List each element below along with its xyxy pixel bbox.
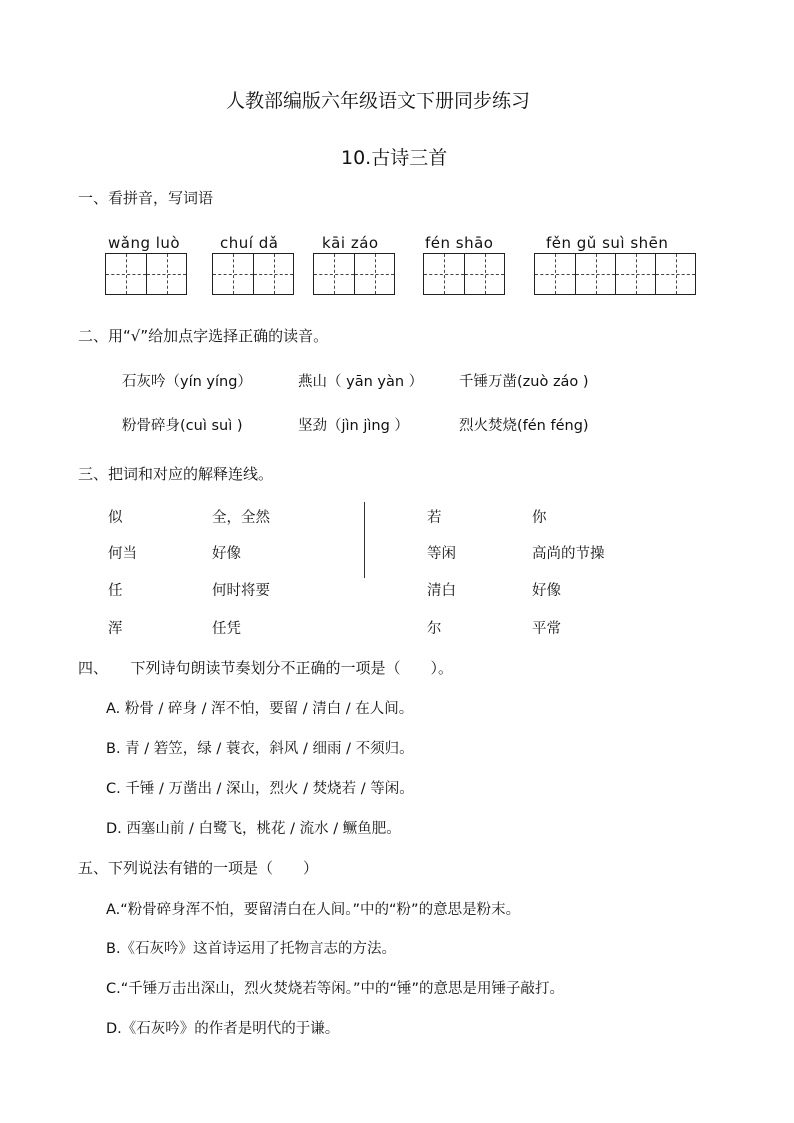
match-meaning[interactable]: 平常 [532, 621, 561, 637]
column-divider [364, 502, 365, 578]
pronunciation-item[interactable]: 燕山（ yān yàn ） [298, 374, 424, 390]
writing-cell[interactable] [354, 254, 394, 294]
pronunciation-item[interactable]: 坚劲（jìn jìng ） [298, 418, 409, 434]
writing-grid-3[interactable] [313, 253, 395, 295]
match-meaning[interactable]: 任凭 [212, 621, 241, 637]
writing-cell[interactable] [146, 254, 186, 294]
match-meaning[interactable]: 何时将要 [212, 583, 270, 599]
match-word[interactable]: 浑 [108, 621, 123, 637]
writing-cell[interactable] [314, 254, 354, 294]
writing-grid-4[interactable] [423, 253, 505, 295]
match-meaning[interactable]: 好像 [212, 546, 241, 562]
match-word[interactable]: 任 [108, 583, 123, 599]
option-d[interactable]: D.《石灰吟》的作者是明代的于谦。 [106, 1021, 340, 1037]
option-a[interactable]: A. 粉骨 / 碎身 / 浑不怕，要留 / 清白 / 在人间。 [106, 701, 414, 717]
pinyin-3: kāi záo [322, 234, 379, 252]
writing-cell[interactable] [655, 254, 695, 294]
option-b[interactable]: B.《石灰吟》这首诗运用了托物言志的方法。 [106, 941, 397, 957]
section-2-heading: 二、用“√”给加点字选择正确的读音。 [78, 327, 329, 345]
match-meaning[interactable]: 全，全然 [212, 510, 270, 526]
option-b[interactable]: B. 青 / 箬笠，绿 / 蓑衣，斜风 / 细雨 / 不须归。 [106, 741, 414, 757]
writing-cell[interactable] [615, 254, 655, 294]
writing-cell[interactable] [213, 254, 253, 294]
match-word[interactable]: 似 [108, 510, 123, 526]
option-d[interactable]: D. 西塞山前 / 白鹭飞，桃花 / 流水 / 鳜鱼肥。 [106, 821, 401, 837]
pinyin-1: wǎng luò [108, 234, 181, 252]
match-word[interactable]: 清白 [427, 583, 456, 599]
section-1-heading: 一、看拼音，写词语 [78, 189, 214, 207]
writing-grid-5[interactable] [534, 253, 696, 295]
option-c[interactable]: C. 千锤 / 万凿出 / 深山，烈火 / 焚烧若 / 等闲。 [106, 781, 414, 797]
pronunciation-item[interactable]: 石灰吟（yín yíng） [122, 374, 252, 390]
writing-cell[interactable] [575, 254, 615, 294]
match-word[interactable]: 若 [427, 510, 442, 526]
pronunciation-item[interactable]: 千锤万凿(zuò záo ) [459, 374, 589, 390]
lesson-title: 10.古诗三首 [341, 147, 448, 169]
match-word[interactable]: 何当 [108, 546, 137, 562]
match-meaning[interactable]: 好像 [532, 583, 561, 599]
section-4-heading: 四、 下列诗句朗读节奏划分不正确的一项是（ ）。 [78, 659, 454, 677]
writing-grid-2[interactable] [212, 253, 294, 295]
pinyin-5: fěn gǔ suì shēn [546, 234, 669, 252]
match-word[interactable]: 尔 [427, 621, 442, 637]
writing-grid-1[interactable] [105, 253, 187, 295]
pronunciation-item[interactable]: 烈火焚烧(fén féng) [459, 418, 589, 434]
page-title: 人教部编版六年级语文下册同步练习 [226, 90, 531, 112]
option-c[interactable]: C.“千锤万击出深山，烈火焚烧若等闲。”中的“锤”的意思是用锤子敲打。 [106, 981, 565, 997]
option-a[interactable]: A.“粉骨碎身浑不怕，要留清白在人间。”中的“粉”的意思是粉末。 [106, 902, 521, 918]
pinyin-4: fén shāo [425, 234, 494, 252]
match-word[interactable]: 等闲 [427, 546, 456, 562]
pronunciation-item[interactable]: 粉骨碎身(cuì suì ) [122, 418, 243, 434]
pinyin-2: chuí dǎ [220, 234, 279, 252]
section-3-heading: 三、把词和对应的解释连线。 [78, 465, 274, 483]
section-5-heading: 五、下列说法有错的一项是（ ） [78, 859, 319, 877]
writing-cell[interactable] [535, 254, 575, 294]
writing-cell[interactable] [424, 254, 464, 294]
writing-cell[interactable] [253, 254, 293, 294]
match-meaning[interactable]: 高尚的节操 [532, 546, 605, 562]
writing-cell[interactable] [106, 254, 146, 294]
writing-cell[interactable] [464, 254, 504, 294]
match-meaning[interactable]: 你 [532, 510, 547, 526]
